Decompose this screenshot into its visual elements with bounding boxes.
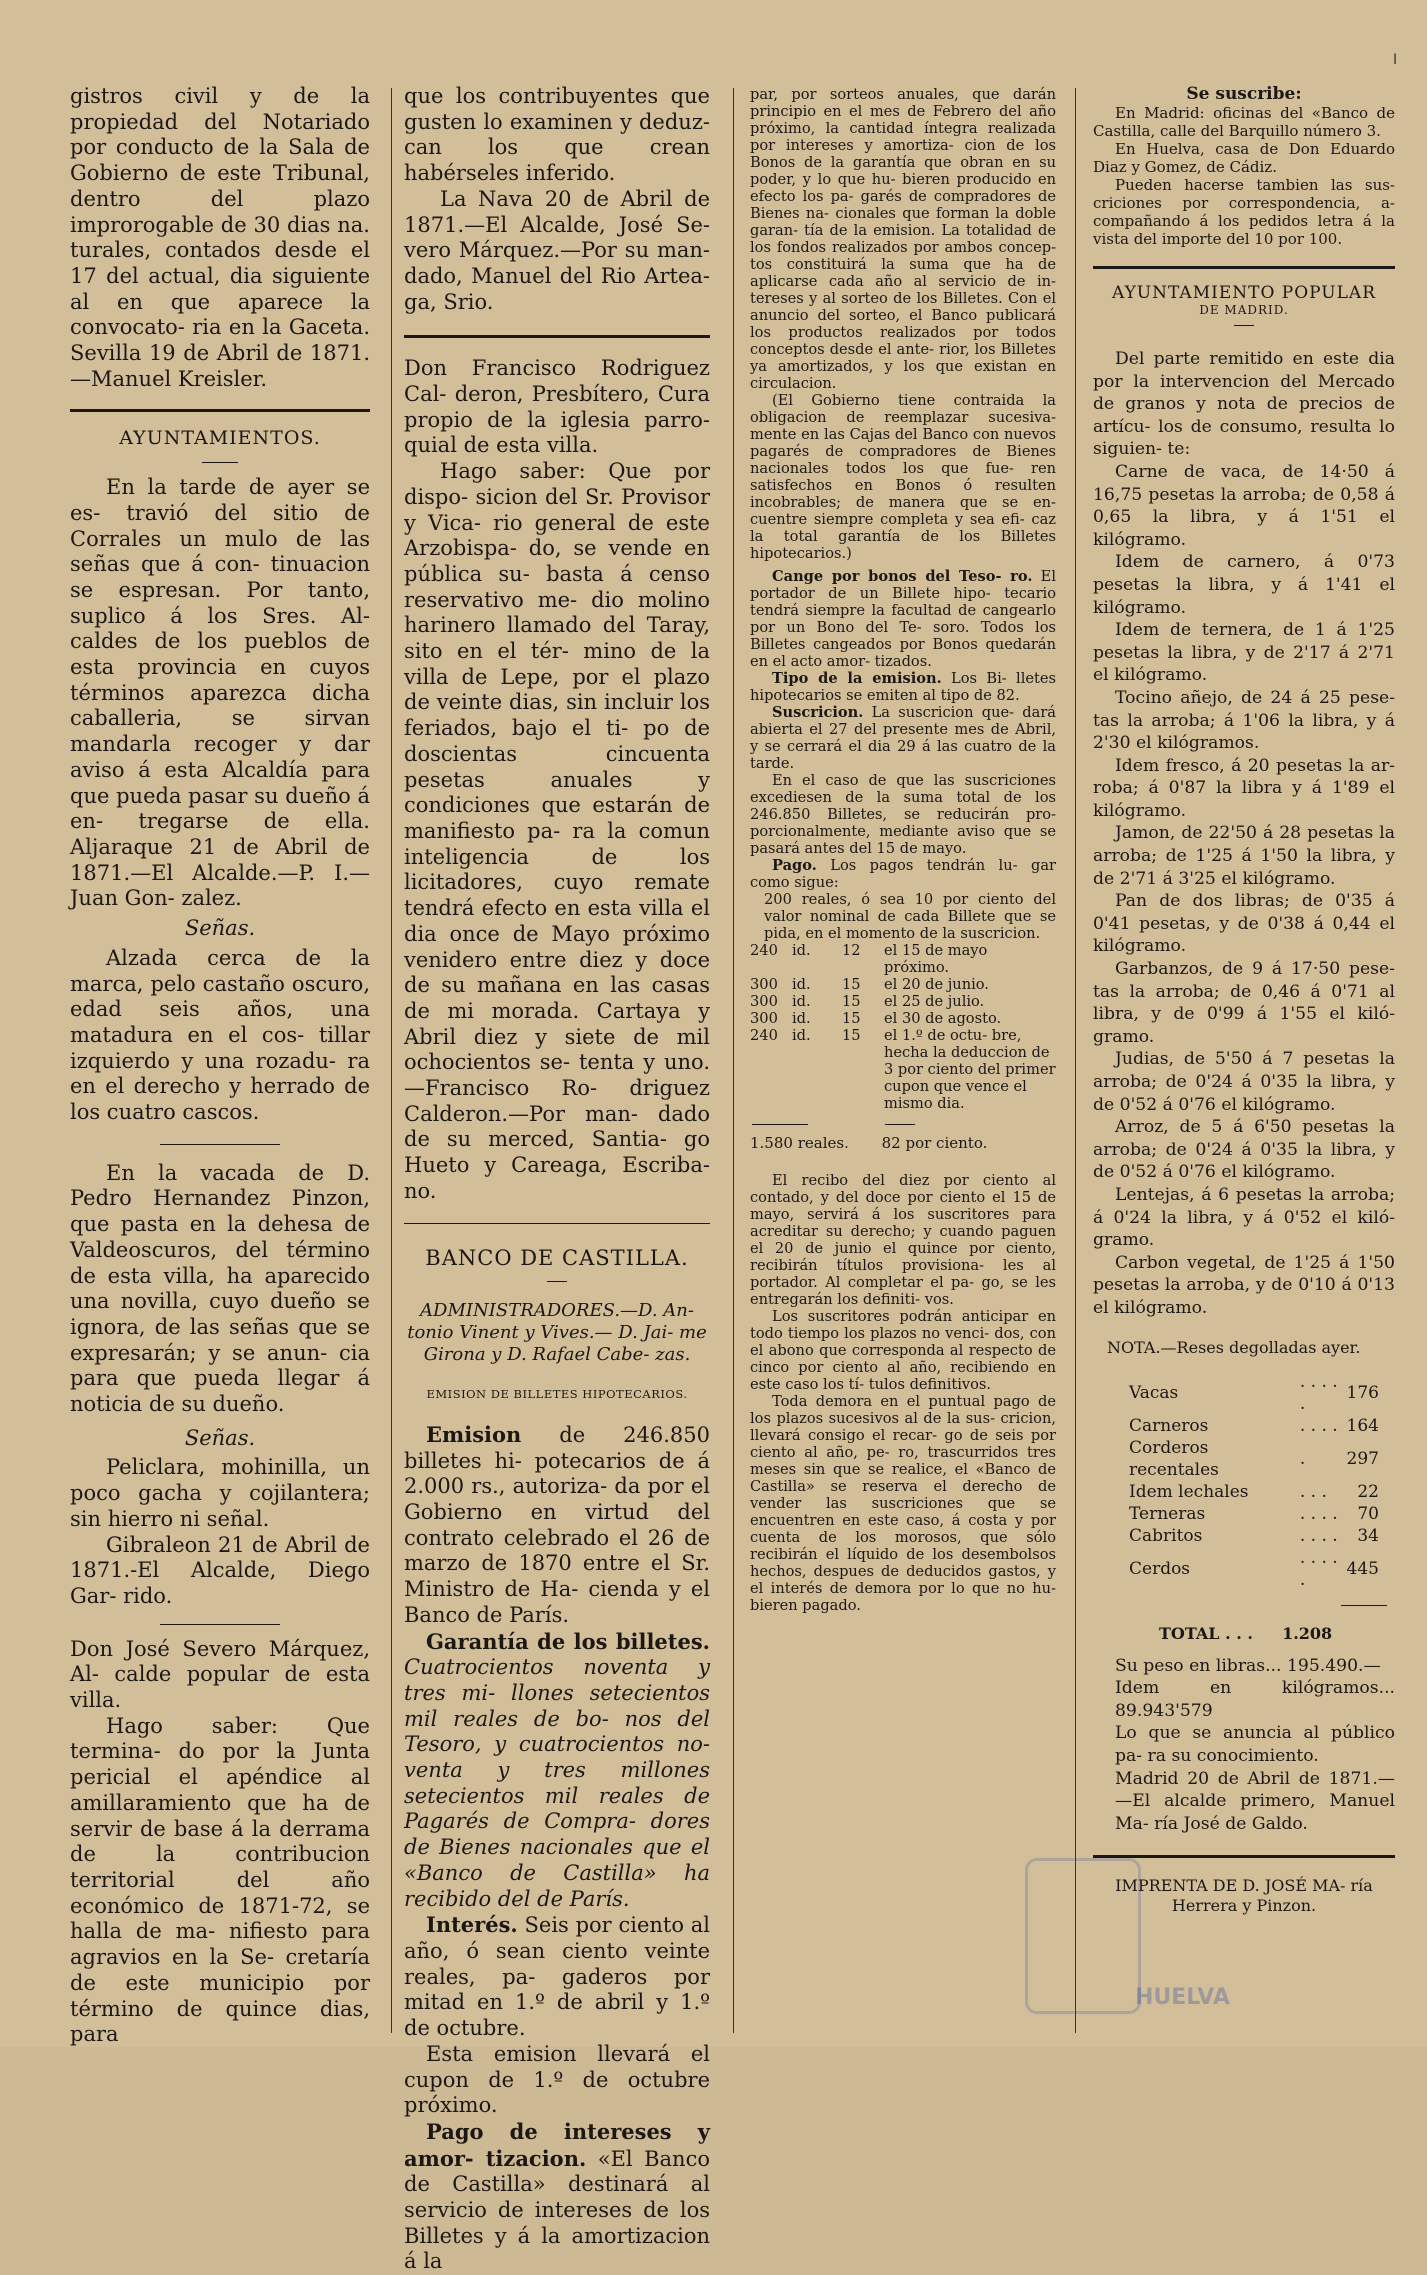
column-rule [1075, 88, 1076, 2033]
emision-text: de 246.850 billetes hi- potecarios de á 2.000 rs., autoriza- da por el Gobierno en virtud del contrato celebrado el 26 de marzo de 1870 entre el Sr. Ministro de Ha- cienda y el Banco de París. [404, 1422, 710, 1627]
installment-id: id. [792, 1027, 811, 1044]
tipo-label: Tipo de la emision. [772, 670, 942, 687]
divider [404, 1223, 710, 1224]
installment-amount: 300 [750, 993, 778, 1010]
closing-anuncio: Lo que se anuncia al público pa- ra su conocimiento. [1115, 1723, 1395, 1766]
notice-nava-heading: Don José Severo Márquez, Al- calde popular de esta villa. [70, 1636, 370, 1713]
installment-id: id. [792, 1010, 811, 1027]
divider [202, 462, 238, 463]
interes-text: Seis por ciento al año, ó sean ciento veinte reales, pa- gaderos por mitad en 1.º de abril y 1.º de octubre. [404, 1913, 710, 2041]
installment-amount: 300 [750, 976, 778, 993]
senas-novilla: Peliclara, mohinilla, un poco gacha y cojilantera; sin hierro ni señal. [70, 1455, 370, 1531]
divider [160, 1624, 280, 1625]
divider [1341, 1605, 1387, 1606]
divider [70, 409, 370, 412]
total-label: TOTAL . . . [1159, 1623, 1253, 1643]
reses-count: 22 [1357, 1481, 1379, 1502]
mercado-intro: Del parte remitido en este dia por la intervencion del Mercado de granos y nota de precios de artícu- los de consumo, resulta lo siguien- te: [1093, 349, 1395, 460]
senas-mulo: Alzada cerca de la marca, pelo castaño oscuro, edad seis años, una matadura en el cos- tillar izquierdo y una rozadu- ra en el derecho y herrado de los cuatro cascos. [70, 945, 370, 1125]
reses-count: 176 [1346, 1382, 1379, 1403]
garantia-label: Garantía de los billetes. [426, 1628, 710, 1654]
senas-heading: Señas. [184, 1425, 256, 1450]
reses-name: Corderos recentales [1129, 1437, 1219, 1480]
reses-dots: . . . . . [1299, 1371, 1338, 1414]
total-value: 1.208 [1282, 1623, 1333, 1643]
installment-amount: 240 [750, 1027, 778, 1044]
reses-row [1129, 1437, 1379, 1481]
installment-pct: 15 [842, 1027, 861, 1044]
price-item: Pan de dos libras; de 0'35 á 0'41 pesetas, y de 0'38 á 0,44 el kilógramo. [1093, 891, 1395, 957]
reses-row [1129, 1503, 1379, 1525]
column-1 [70, 84, 370, 2048]
reses-count: 445 [1346, 1558, 1379, 1579]
reses-name: Idem lechales [1129, 1481, 1249, 1502]
tipo-paragraph [750, 670, 1056, 704]
divider [885, 1124, 915, 1125]
column-rule [391, 88, 392, 2033]
pago-label: Pago. [772, 857, 817, 874]
price-item: Tocino añejo, de 24 á 25 pese- tas la arroba; á 1'06 la libra, y á 2'30 el kilógramos. [1093, 687, 1395, 754]
suscribe-huelva: En Huelva, casa de Don Eduardo Diaz y Gomez, de Cádiz. [1093, 140, 1395, 176]
price-item: Carne de vaca, de 14·50 á 16,75 pesetas la arroba; de 0,58 á 0,65 la libra, y á 1'51 el kilógramo. [1093, 461, 1395, 550]
reses-dots: . . . . [1299, 1525, 1338, 1546]
emision-paragraph [404, 1422, 710, 1629]
reses-row [1129, 1525, 1379, 1547]
notice-vacada: En la vacada de D. Pedro Hernandez Pinzon, que pasta en la dehesa de Valdeoscuros, del término de esta villa, ha aparecido una novilla, cuyo dueño se ignora, de las señas que se expresarán; y se anun- cia para que pueda llegar á noticia de su dueño. [70, 1160, 370, 1417]
notice-gibraleon: Gibraleon 21 de Abril de 1871.-El Alcalde, Diego Gar- rido. [70, 1532, 370, 1608]
column-2 [404, 84, 710, 2275]
pago-first-installment: 200 reales, ó sea 10 por ciento del valor nominal de cada Billete que se pida, en el momento de la suscricion. [764, 891, 1056, 942]
divider [1093, 1855, 1395, 1858]
installment-when: el 1.º de octu- bre, hecha la deduccion de 3 por ciento del primer cupon que vence el mismo dia. [884, 1027, 1056, 1112]
suscribe-correspondencia: Pueden hacerse tambien las sus- criciones por correspondencia, a- compañando á los pedidos letra á la vista del importe del 10 por 100. [1093, 176, 1395, 248]
peso-kilogramos: Idem en kilógramos... 89.943'579 [1115, 1678, 1395, 1721]
corner-mark: ǀ [1393, 52, 1398, 68]
pago-paragraph [750, 857, 1056, 891]
garantia-text: Cuatrocientos noventa y tres mi- llones setecientos mil reales de bo- nos del Tesoro, y cuatrocientos no- venta y tres millones setecientos mil reales de Pagarés de Compra- dores de Bienes nacionales que el «Banco de Castilla» ha recibido del de París. [404, 1655, 710, 1911]
price-item: Idem de ternera, de 1 á 1'25 pesetas la libra, y de 2'17 á 2'71 el kilógramo. [1093, 620, 1395, 686]
reses-count: 70 [1357, 1503, 1379, 1524]
reses-row [1129, 1547, 1379, 1591]
garantia-paragraph [404, 1629, 710, 1913]
total-reales: 1.580 reales. [750, 1134, 849, 1152]
divider [547, 1281, 567, 1282]
price-item: Carbon vegetal, de 1'25 á 1'50 pesetas la arroba, y de 0'10 á 0'13 el kilógramo. [1093, 1252, 1395, 1318]
section-heading-ayuntamientos: AYUNTAMIENTOS. [119, 427, 321, 450]
recibo-paragraph: El recibo del diez por ciento al contado, y del doce por ciento el 15 de mayo, servirá á los suscritores para acreditar su derecho; y cuando paguen el 20 de junio el quince por ciento, recibirán títulos provisiona- les al portador. Al completar el pa- go, se les entregarán los definiti- vos. [750, 1172, 1056, 1308]
section-heading-ayuntamiento: AYUNTAMIENTO POPULAR [1112, 283, 1376, 303]
price-item: Judias, de 5'50 á 7 pesetas la arroba; de 0'24 á 0'35 la libra, y de 0'52 á 0'76 el kilógramo. [1093, 1049, 1395, 1115]
reses-name: Vacas [1129, 1382, 1179, 1403]
installment-id: id. [792, 976, 811, 993]
suscricion-text: La suscricion que- dará abierta el 27 del presente mes de Abril, y se cerrará el dia 29 á las cuatro de la tarde. [750, 704, 1057, 772]
interes-label: Interés. [426, 1912, 518, 1938]
reses-dots: . . . . [1299, 1503, 1338, 1524]
total-percent: 82 por ciento. [881, 1134, 988, 1152]
divider [1093, 266, 1395, 269]
anticipar-paragraph: Los suscritores podrán anticipar en todo tiempo los plazos no venci- dos, con el abono que corresponda al respecto de cinco por ciento al año, recibiendo en este caso los tí- tulos definitivos. [750, 1308, 1056, 1393]
reses-row [1129, 1371, 1379, 1415]
notice-nava-end: que los contribuyentes que gusten lo examinen y deduz- can los que crean habérseles inferido. [404, 84, 710, 186]
price-item: Garbanzos, de 9 á 17·50 pese- tas la arroba; de 0,46 á 0'71 al libra, y de 0'99 á 1'55 el kiló- gramo. [1093, 959, 1395, 1047]
installment-amount: 300 [750, 1010, 778, 1027]
reses-name: Terneras [1129, 1503, 1206, 1524]
installment-row [750, 976, 1056, 993]
installment-row [750, 993, 1056, 1010]
reses-count: 164 [1346, 1415, 1379, 1436]
administradores: ADMINISTRADORES.—D. An- tonio Vinent y Vives.— D. Jai- me Girona y D. Rafael Cabe- zas. [407, 1300, 707, 1366]
installment-when: el 30 de agosto. [884, 1010, 1002, 1027]
pago-text: Los pagos tendrán lu- gar como sigue: [750, 857, 1056, 891]
installments-total [750, 1135, 1056, 1152]
price-item: Idem de carnero, á 0'73 pesetas la libra, y á 1'41 el kilógramo. [1093, 552, 1395, 618]
reses-table [1129, 1371, 1379, 1591]
tipo-text: Los Bi- lletes hipotecarios se emiten al tipo de 82. [750, 670, 1057, 704]
price-item: Idem fresco, á 20 pesetas la ar- roba; á 0'87 la libra y á 1'89 el kilógramo. [1093, 755, 1395, 821]
reses-count: 297 [1346, 1448, 1379, 1469]
divider [752, 1124, 808, 1125]
column-rule [733, 88, 734, 2033]
archive-stamp [1025, 1858, 1141, 2014]
installment-pct: 15 [842, 976, 861, 993]
suscricion-paragraph [750, 704, 1056, 772]
installment-when: el 25 de julio. [884, 993, 985, 1010]
installment-row [750, 942, 1056, 976]
emision-title: EMISION DE BILLETES HIPOTECARIOS. [426, 1387, 688, 1402]
section-subheading: DE MADRID. [1199, 303, 1289, 317]
notice-nava-body: Hago saber: Que termina- do por la Junta pericial el apéndice al amillaramiento que ha de servir de base á la derrama de la contribucion territorial del año económico de 1871-72, se halla de ma- nifiesto para agravios en la Se- cretaría de este municipio por término de quince dias, para [70, 1713, 370, 2047]
column-4 [1093, 84, 1395, 1916]
gobierno-paragraph: (El Gobierno tiene contraida la obligacion de reemplazar sucesiva- mente en las Cajas del Banco con nuevos pagarés de compradores de Bienes nacionales todos los que fue- ren satisfechos en Bonos ó resulten incobrables; de manera que se en- cuentre siempre completa y sea efi- caz la total garantía de los Billetes hipotecarios.) [750, 392, 1056, 562]
cange-text: El portador de un Billete hipo- tecario tendrá siempre la facultad de cangearlo por un Bono del Te- soro. Todos los Billetes cangeados por Bonos quedarán en el acto amor- tizados. [750, 568, 1056, 670]
section-heading-banco: BANCO DE CASTILLA. [425, 1245, 689, 1270]
exceso-paragraph: En el caso de que las suscriciones excediesen de la suma total de los 246.850 Billetes, se reducirán pro- porcionalmente, mediante aviso que se pasará antes del 15 de mayo. [750, 772, 1056, 857]
installment-id: id. [792, 942, 811, 959]
installment-pct: 15 [842, 1010, 861, 1027]
reses-total [1159, 1624, 1395, 1643]
reses-dots: . . . . [1299, 1415, 1338, 1436]
reses-dots: . . . . . [1299, 1547, 1338, 1590]
installment-amount: 240 [750, 942, 778, 959]
cupon-paragraph: Esta emision llevará el cupon de 1.º de octubre próximo. [404, 2041, 710, 2118]
divider [1234, 325, 1254, 326]
pago-intereses-text: «El Banco de Castilla» destinará al servicio de intereses de los Billetes y á la amortizacion á la [404, 2146, 710, 2274]
pago-intereses-label: Pago de intereses y amor- tizacion. [404, 2118, 710, 2171]
senas-heading: Señas. [184, 916, 256, 941]
installment-when: el 15 de mayo próximo. [884, 942, 988, 976]
price-item: Arroz, de 5 á 6'50 pesetas la arroba; de 0'24 á 0'35 la libra, y de 0'52 á 0'76 el kilógramo. [1093, 1117, 1395, 1183]
suscricion-label: Suscricion. [772, 704, 864, 721]
cange-label: Cange por bonos del Teso- ro. [772, 568, 1033, 585]
installment-when: el 20 de junio. [884, 976, 989, 993]
price-item: Lentejas, á 6 pesetas la arroba; á 0'24 la libra, y á 0'52 el kiló- gramo. [1093, 1184, 1395, 1251]
price-item: Jamon, de 22'50 á 28 pesetas la arroba; de 1'25 á 1'50 la libra, y de 2'71 á 3'25 el kilógramo. [1093, 823, 1395, 889]
suscribe-madrid: En Madrid: oficinas del «Banco de Castilla, calle del Barquillo número 3. [1093, 104, 1395, 140]
installment-id: id. [792, 993, 811, 1010]
installment-pct: 12 [842, 942, 861, 959]
closing-signature: Madrid 20 de Abril de 1871.— —El alcalde primero, Manuel Ma- ría José de Galdo. [1115, 1768, 1395, 1834]
notice-kreisler: gistros civil y de la propiedad del Notariado por conducto de la Sala de Gobierno de este Tribunal, dentro del plazo improrogable de 30 dias na. turales, contados desde el 17 del actual, dia siguiente al en que aparece la convocato- ria en la Gaceta. Sevilla 19 de Abril de 1871.—Manuel Kreisler. [70, 84, 370, 391]
installment-row [750, 1027, 1056, 1112]
notice-cura-heading: Don Francisco Rodriguez Cal- deron, Presbítero, Cura propio de la iglesia parro- quial de esta villa. [404, 356, 710, 458]
reses-row [1129, 1415, 1379, 1437]
interes-paragraph [404, 1912, 710, 2042]
cange-paragraph [750, 568, 1056, 670]
installment-pct: 15 [842, 993, 861, 1010]
nota-reses: NOTA.—Reses degolladas ayer. [1107, 1337, 1361, 1357]
reses-row [1129, 1481, 1379, 1503]
reses-dots: . [1299, 1448, 1306, 1469]
reses-name: Cerdos [1129, 1558, 1191, 1579]
suscribe-title: Se suscribe: [1186, 84, 1302, 104]
notice-nava-signature: La Nava 20 de Abril de 1871.—El Alcalde, José Se- vero Márquez.—Por su man- dado, Manuel del Rio Artea- ga, Srio. [404, 186, 710, 314]
archive-stamp-text: HUELVA [1135, 1985, 1230, 2010]
reses-name: Cabritos [1129, 1525, 1203, 1546]
price-list [1093, 461, 1395, 1320]
pago-intereses-paragraph [404, 2119, 710, 2275]
peso-libras: Su peso en libras... 195.490.— [1115, 1655, 1381, 1676]
divider [160, 1144, 280, 1145]
emision-label: Emision [426, 1421, 522, 1447]
installments-table [750, 942, 1056, 1112]
reses-count: 34 [1357, 1525, 1379, 1546]
notice-cura-body: Hago saber: Que por dispo- sicion del Sr. Provisor y Vica- rio general de este Arzobispa- do, se vende en pública su- basta á censo reservativo me- dio molino harinero llamado del Taray, sito en el tér- mino de la villa de Lepe, por el plazo de veinte dias, sin incluir los feriados, bajo el ti- po de doscientas cincuenta pesetas anuales y condiciones que estarán de manifiesto pa- ra la comun inteligencia de los licitadores, cuyo remate tendrá efecto en esta villa el dia once de Mayo próximo venidero entre diez y doce de su mañana en las casas de mi morada. Cartaya y Abril diez y siete de mil ochocientos se- tenta y uno.—Francisco Ro- driguez Calderon.—Por man- dado de su merced, Santia- go Hueto y Careaga, Escriba- no. [404, 459, 710, 1203]
divider [404, 335, 710, 338]
reses-dots: . . . [1299, 1481, 1327, 1502]
reses-name: Carneros [1129, 1415, 1209, 1436]
imprenta: IMPRENTA DE D. JOSÉ MA- ría Herrera y Pinzon. [1115, 1876, 1373, 1916]
column-3 [750, 86, 1056, 1614]
amortizacion-paragraph: par, por sorteos anuales, que darán principio en el mes de Febrero del año próximo, la cantidad íntegra realizada por intereses y amortiza- cion de los Bonos de la garantía que obran en su poder, y lo que hu- bieren producido en efecto los pa- garés de compradores de Bienes na- cionales que forman la doble garan- tía de la emision. La totalidad de los fondos realizados por ambos concep- tos constituirá la suma que ha de aplicarse cada año al servicio de in- tereses y al sorteo de los Billetes. Con el anuncio del sorteo, el Banco publicará los productos realizados por todos conceptos desde el ante- rior, los Billetes ya amortizados, y los que existan en circulacion. [750, 86, 1056, 392]
demora-paragraph: Toda demora en el puntual pago de los plazos sucesivos al de la sus- cricion, llevará consigo el recar- go de seis por ciento al año, pe- ro, trascurridos tres meses sin que se realice, el «Banco de Castilla» se reserva el derecho de vender las suscriciones que se encuentren en este caso, á costa y por cuenta de los morosos, que sólo recibirán el líquido de los desembolsos hechos, despues de deducidos gastos, y el interés de demora por lo que no hu- bieren pagado. [750, 1393, 1056, 1614]
installment-row [750, 1010, 1056, 1027]
notice-aljaraque: En la tarde de ayer se es- travió del sitio de Corrales un mulo de las señas que á con- tinuacion se espresan. Por tanto, suplico á los Sres. Al- caldes de los pueblos de esta provincia en cuyos términos aparezca dicha caballeria, se sirvan mandarla recoger y dar aviso á esta Alcaldía para que pueda pasar su dueño á en- tregarse de ella. Aljaraque 21 de Abril de 1871.—El Alcalde.—P. I.—Juan Gon- zalez. [70, 475, 370, 911]
